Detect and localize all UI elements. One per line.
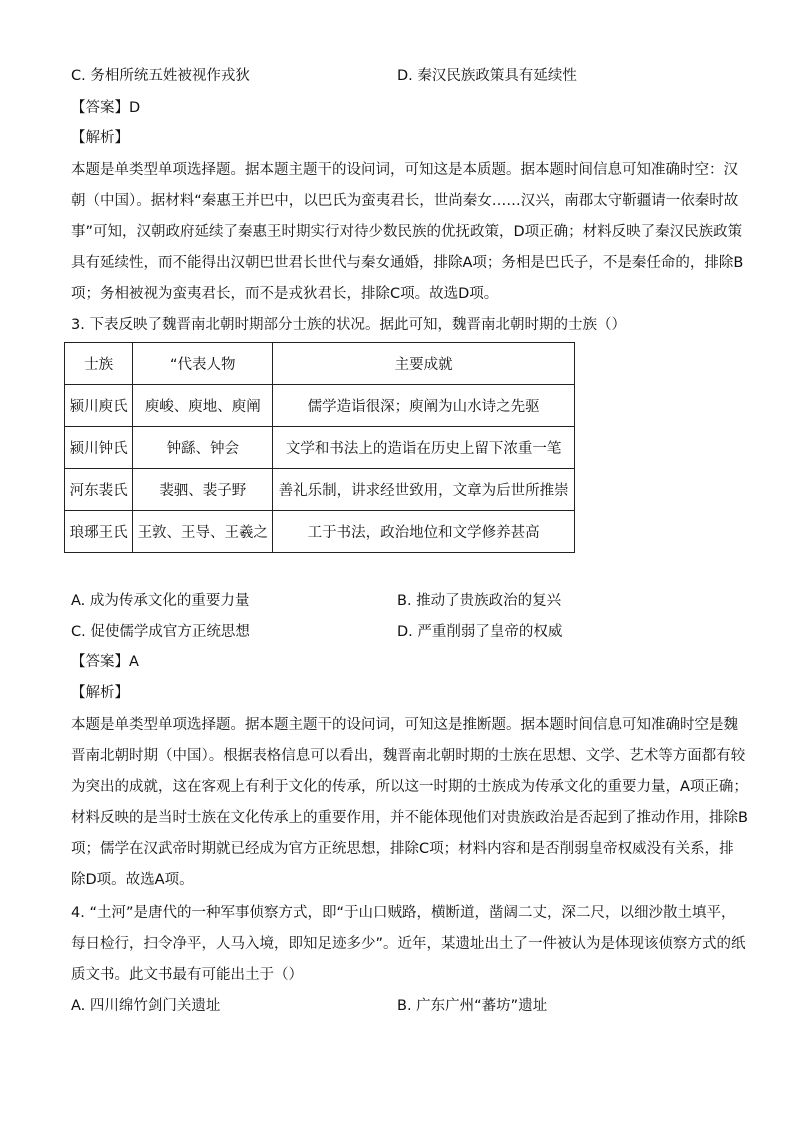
q3-analysis-line: 除D项。故选A项。: [71, 872, 194, 888]
q3-option-b[interactable]: B. 推动了贵族政治的复兴: [397, 593, 562, 609]
q3-option-a[interactable]: A. 成为传承文化的重要力量: [71, 593, 250, 609]
table-cell: 颍川庾氏: [65, 385, 133, 427]
q3-option-c[interactable]: C. 促使儒学成官方正统思想: [71, 624, 250, 640]
table-cell: 文学和书法上的造诣在历史上留下浓重一笔: [273, 427, 575, 469]
q3-option-d[interactable]: D. 严重削弱了皇帝的权威: [397, 624, 563, 640]
q2-analysis-line: 具有延续性，而不能得出汉朝巴世君长世代与秦女通婚，排除A项；务相是巴氏子，不是秦任命的，排除B: [71, 255, 744, 271]
q3-stem: 3. 下表反映了魏晋南北朝时期部分士族的状况。据此可知，魏晋南北朝时期的士族（）: [71, 317, 626, 333]
table-cell: 钟繇、钟会: [133, 427, 273, 469]
table-header-cell: 士族: [65, 343, 133, 385]
table-row: [65, 427, 575, 469]
q3-analysis-line: 材料反映的是当时士族在文化传承上的重要作用，并不能体现他们对贵族政治是否起到了推动作用，排除B: [71, 810, 748, 826]
q4-option-a[interactable]: A. 四川绵竹剑门关遗址: [71, 998, 221, 1014]
q3-analysis-line: 为突出的成就，这在客观上有利于文化的传承，所以这一时期的士族成为传承文化的重要力量，A项正确；: [71, 779, 748, 795]
q4-option-b[interactable]: B. 广东广州“蕃坊”遗址: [397, 998, 548, 1014]
table-cell: 颍川钟氏: [65, 427, 133, 469]
q3-analysis-label: 【解析】: [71, 685, 129, 701]
q2-option-d[interactable]: D. 秦汉民族政策具有延续性: [397, 68, 577, 84]
q2-analysis-label: 【解析】: [71, 130, 129, 146]
q3-table: [64, 342, 575, 553]
table-cell: 工于书法，政治地位和文学修养甚高: [273, 511, 575, 553]
q4-stem-line: 质文书。此文书最有可能出土于（）: [71, 967, 303, 983]
q4-stem-line: 4. “土河”是唐代的一种军事侦察方式，即“于山口贼路，横断道，凿阔二丈，深二尺，以细沙散土填平，: [71, 905, 736, 921]
table-cell: 琅琊王氏: [65, 511, 133, 553]
q2-option-c[interactable]: C. 务相所统五姓被视作戎狄: [71, 68, 250, 84]
table-header-cell: “代表人物: [133, 343, 273, 385]
q2-analysis-line: 朝（中国）。据材料“秦惠王并巴中，以巴氏为蛮夷君长，世尚秦女……汉兴，南郡太守靳疆请一依秦时故: [71, 193, 739, 209]
q4-stem-line: 每日检行，扫令净平，人马入境，即知足迹多少”。近年，某遗址出土了一件被认为是体现该侦察方式的纸: [71, 936, 746, 952]
q2-analysis-line: 本题是单类型单项选择题。据本题主题干的设问词，可知这是本质题。据本题时间信息可知准确时空：汉: [71, 162, 738, 178]
q2-analysis-line: 项；务相被视为蛮夷君长，而不是戎狄君长，排除C项。故选D项。: [71, 286, 499, 302]
table-header-cell: 主要成就: [273, 343, 575, 385]
q3-analysis-line: 晋南北朝时期（中国）。根据表格信息可以看出，魏晋南北朝时期的士族在思想、文学、艺术等方面都有较: [71, 748, 746, 764]
table-header-row: [65, 343, 575, 385]
table-row: [65, 511, 575, 553]
q3-answer: 【答案】A: [71, 654, 139, 670]
q2-analysis-line: 事”可知，汉朝政府延续了秦惠王时期实行对待少数民族的优抚政策，D项正确；材料反映了秦汉民族政策: [71, 224, 743, 240]
table-cell: 善礼乐制，讲求经世致用，文章为后世所推崇: [273, 469, 575, 511]
q3-analysis-line: 本题是单类型单项选择题。据本题主题干的设问词，可知这是推断题。据本题时间信息可知准确时空是魏: [71, 717, 738, 733]
table-cell: 裴驷、裴子野: [133, 469, 273, 511]
table-cell: 儒学造诣很深；庾阐为山水诗之先驱: [273, 385, 575, 427]
table-cell: 河东裴氏: [65, 469, 133, 511]
table-row: [65, 385, 575, 427]
table-row: [65, 469, 575, 511]
table-cell: 庾峻、庾地、庾阐: [133, 385, 273, 427]
table-cell: 王敦、王导、王羲之: [133, 511, 273, 553]
q3-analysis-line: 项；儒学在汉武帝时期就已经成为官方正统思想，排除C项；材料内容和是否削弱皇帝权威没有关系，排: [71, 841, 734, 857]
q2-answer: 【答案】D: [71, 100, 141, 116]
